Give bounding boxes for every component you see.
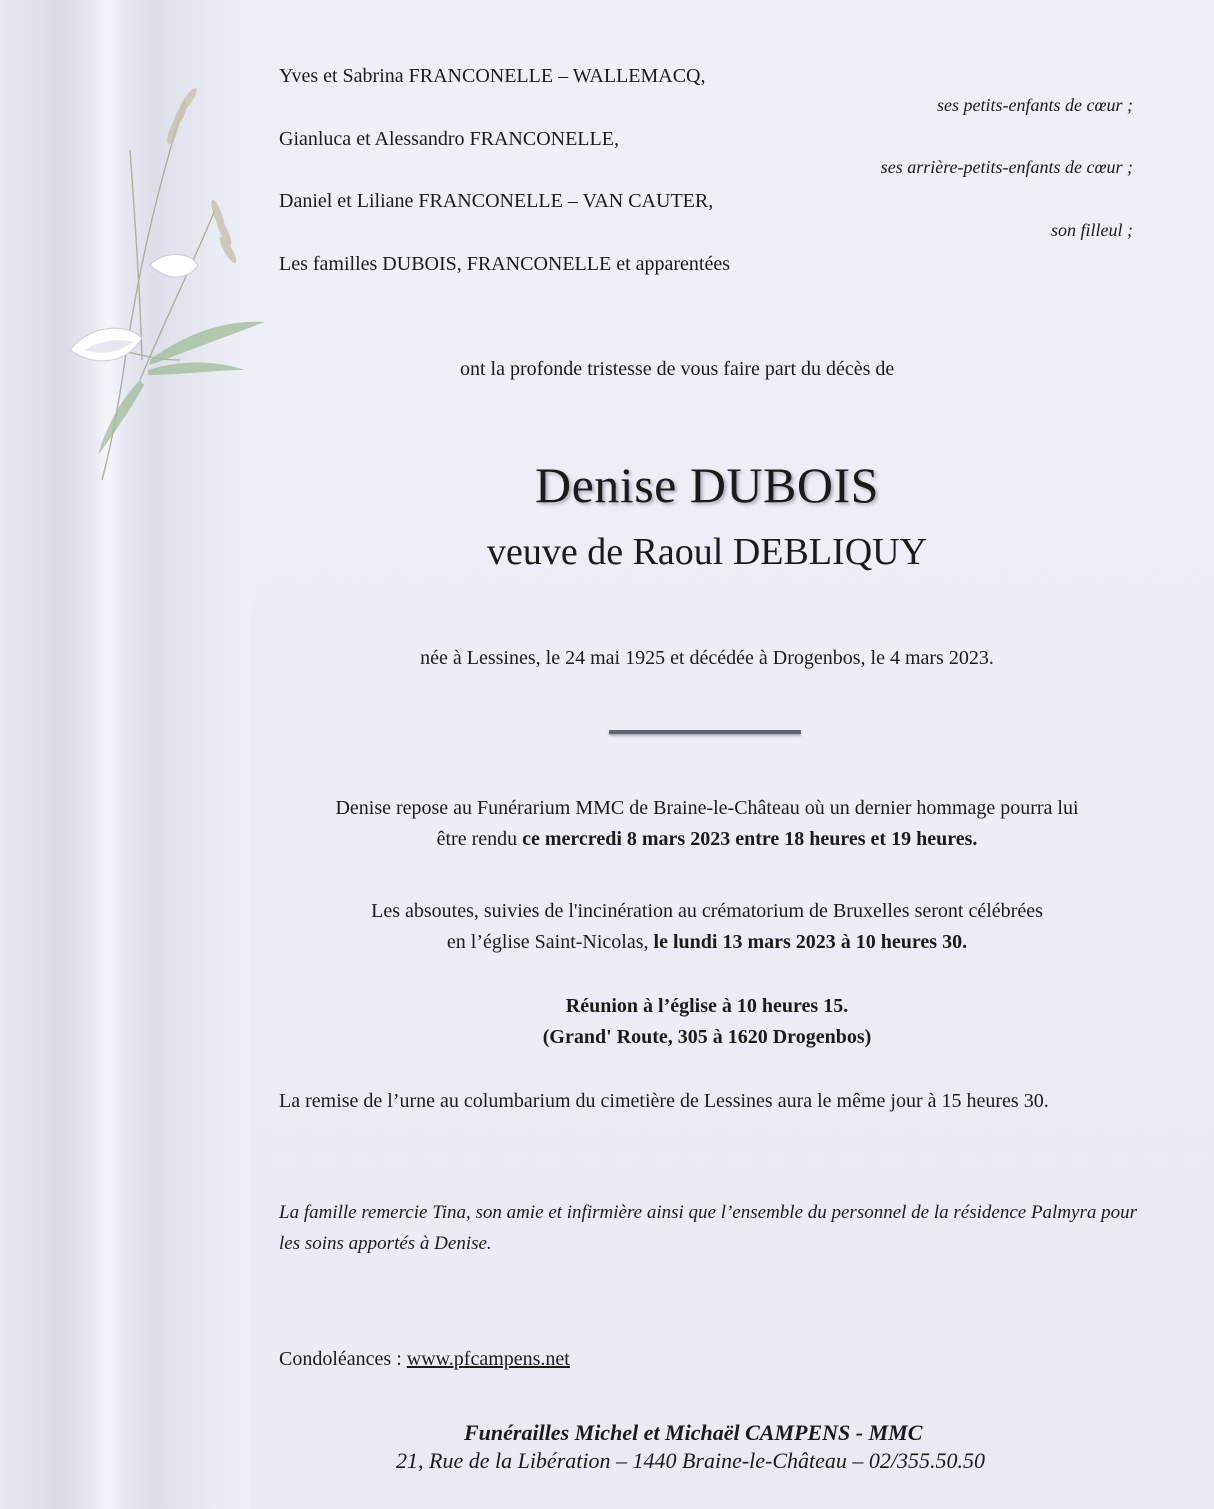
- ceremony-line: [100, 927, 1214, 958]
- footer-company: Funérailles Michel et Michaël CAMPENS - MMC: [464, 1420, 923, 1445]
- family-relation: ses arrière-petits-enfants de cœur ;: [880, 157, 1133, 177]
- family-line: Gianluca et Alessandro FRANCONELLE,: [279, 128, 619, 150]
- visitation-paragraph: [100, 793, 1214, 855]
- ceremony-paragraph: [100, 896, 1214, 958]
- visitation-prefix: être rendu: [436, 828, 523, 850]
- family-line: Daniel et Liliane FRANCONELLE – VAN CAUTER,: [279, 190, 714, 212]
- condolences-link[interactable]: www.pfcampens.net: [406, 1348, 570, 1370]
- family-line: Les familles DUBOIS, FRANCONELLE et apparentées: [279, 253, 731, 275]
- deceased-dates: née à Lessines, le 24 mai 1925 et décédée à Drogenbos, le 4 mars 2023.: [420, 647, 994, 669]
- footer-address: 21, Rue de la Libération – 1440 Braine-le-Château – 02/355.50.50: [396, 1448, 986, 1473]
- thanks-note: La famille remercie Tina, son amie et infirmière ainsi que l’ensemble du personnel de la résidence Palmyra pour les soins apportés à Denise.: [279, 1202, 1138, 1254]
- condolences-line: [279, 1348, 570, 1371]
- meeting-address: (Grand' Route, 305 à 1620 Drogenbos): [542, 1026, 872, 1048]
- condolences-label: Condoléances :: [279, 1348, 407, 1370]
- ceremony-date: le lundi 13 mars 2023 à 10 heures 30.: [653, 931, 968, 953]
- visitation-date: ce mercredi 8 mars 2023 entre 18 heures et 19 heures.: [522, 828, 978, 850]
- visitation-line: Denise repose au Funérarium MMC de Braine-le-Château où un dernier hommage pourra lui: [335, 797, 1079, 819]
- section-divider: [609, 730, 801, 734]
- visitation-line: [100, 824, 1214, 855]
- family-relation: son filleul ;: [1051, 220, 1133, 240]
- ceremony-prefix: en l’église Saint-Nicolas,: [446, 931, 654, 953]
- announcement-text: ont la profonde tristesse de vous faire part du décès de: [460, 358, 895, 380]
- family-line: Yves et Sabrina FRANCONELLE – WALLEMACQ,: [279, 65, 706, 87]
- footer: [0, 1420, 1214, 1474]
- deceased-name: Denise DUBOIS: [535, 457, 879, 513]
- ceremony-line: Les absoutes, suivies de l'incinération au crématorium de Bruxelles seront célébrées: [371, 900, 1043, 922]
- meeting-time: Réunion à l’église à 10 heures 15.: [565, 995, 849, 1017]
- meeting-paragraph: [100, 991, 1214, 1053]
- deceased-subtitle: veuve de Raoul DEBLIQUY: [486, 531, 928, 573]
- urn-text: La remise de l’urne au columbarium du cimetière de Lessines aura le même jour à 15 heures 30.: [279, 1090, 1049, 1112]
- lily-wheat-illustration: [30, 60, 270, 490]
- family-relation: ses petits-enfants de cœur ;: [937, 95, 1133, 115]
